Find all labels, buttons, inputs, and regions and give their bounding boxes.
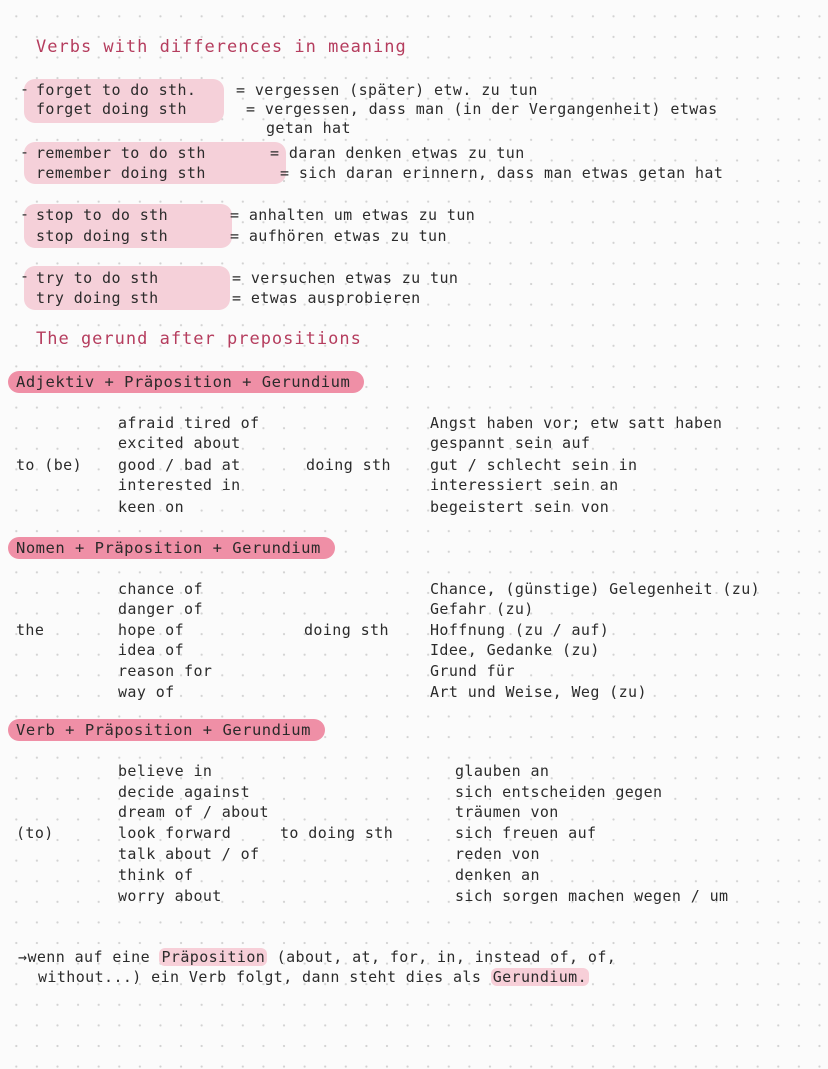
- forget-doing-translation-cont: getan hat: [266, 119, 351, 137]
- dash-bullet: -: [20, 143, 30, 161]
- verb-left-6: worry about: [118, 887, 222, 905]
- dash-bullet: -: [20, 80, 30, 98]
- noun-right-0: Chance, (günstige) Gelegenheit (zu): [430, 580, 761, 598]
- noun-right-2: Hoffnung (zu / auf): [430, 621, 610, 639]
- forget-doing-translation: = vergessen, dass man (in der Vergangenheit) etwas: [246, 100, 718, 118]
- remember-doing-translation: = sich daran erinnern, dass man etwas getan hat: [280, 164, 724, 182]
- stop-to-do-translation: = anhalten um etwas zu tun: [230, 206, 476, 224]
- stop-doing: stop doing sth: [36, 227, 169, 245]
- try-doing-translation: = etwas ausprobieren: [232, 289, 421, 307]
- adj-right-2: gut / schlecht sein in: [430, 456, 638, 474]
- try-to-do-translation: = versuchen etwas zu tun: [232, 269, 459, 287]
- adj-middle: doing sth: [306, 456, 391, 474]
- adj-left-4: keen on: [118, 498, 185, 516]
- verb-left-3: look forward: [118, 824, 232, 842]
- note-line-1: [18, 948, 616, 966]
- stop-to-do: stop to do sth: [36, 206, 169, 224]
- verb-prefix: (to): [16, 824, 54, 842]
- section-title-verbs: Verbs with differences in meaning: [36, 37, 407, 57]
- dash-bullet: -: [20, 267, 30, 285]
- verb-left-0: believe in: [118, 762, 213, 780]
- verb-left-5: think of: [118, 866, 194, 884]
- forget-doing: forget doing sth: [36, 100, 187, 118]
- note-highlight-praeposition: Präposition: [161, 948, 266, 966]
- adj-right-1: gespannt sein auf: [430, 434, 591, 452]
- verb-right-5: denken an: [455, 866, 540, 884]
- forget-to-do: forget to do sth.: [36, 81, 197, 99]
- noun-right-5: Art und Weise, Weg (zu): [430, 683, 647, 701]
- verb-right-3: sich freuen auf: [455, 824, 597, 842]
- noun-left-4: reason for: [118, 662, 213, 680]
- noun-right-4: Grund für: [430, 662, 515, 680]
- note-highlight-gerundium: Gerundium.: [492, 968, 587, 986]
- adj-prefix: to (be): [16, 456, 83, 474]
- note-text-a: wenn auf eine: [27, 948, 151, 966]
- noun-left-2: hope of: [118, 621, 185, 639]
- verb-right-4: reden von: [455, 845, 540, 863]
- adj-left-2: good / bad at: [118, 456, 241, 474]
- verb-right-1: sich entscheiden gegen: [455, 783, 663, 801]
- remember-doing: remember doing sth: [36, 164, 206, 182]
- verb-right-6: sich sorgen machen wegen / um: [455, 887, 729, 905]
- heading-verb: Verb + Präposition + Gerundium: [8, 719, 325, 741]
- noun-middle: doing sth: [304, 621, 389, 639]
- noun-right-3: Idee, Gedanke (zu): [430, 641, 600, 659]
- stop-doing-translation: = aufhören etwas zu tun: [230, 227, 447, 245]
- heading-adjektiv: Adjektiv + Präposition + Gerundium: [8, 371, 364, 393]
- verb-left-2: dream of / about: [118, 803, 269, 821]
- noun-prefix: the: [16, 621, 45, 639]
- forget-to-do-translation: = vergessen (später) etw. zu tun: [236, 81, 538, 99]
- dash-bullet: -: [20, 205, 30, 223]
- remember-to-do-translation: = daran denken etwas zu tun: [270, 144, 525, 162]
- verb-left-1: decide against: [118, 783, 251, 801]
- noun-left-5: way of: [118, 683, 175, 701]
- section-title-gerund: The gerund after prepositions: [36, 329, 362, 349]
- verb-right-2: träumen von: [455, 803, 559, 821]
- adj-left-1: excited about: [118, 434, 241, 452]
- note-line-2: [38, 968, 589, 986]
- noun-right-1: Gefahr (zu): [430, 600, 534, 618]
- note-text-c: (about, at, for, in, instead of, of,: [276, 948, 617, 966]
- try-to-do: try to do sth: [36, 269, 159, 287]
- verb-middle: to doing sth: [280, 824, 394, 842]
- arrow-icon: →: [18, 948, 28, 966]
- adj-right-0: Angst haben vor; etw satt haben: [430, 414, 723, 432]
- verb-left-4: talk about / of: [118, 845, 260, 863]
- noun-left-0: chance of: [118, 580, 203, 598]
- try-doing: try doing sth: [36, 289, 159, 307]
- adj-right-3: interessiert sein an: [430, 476, 619, 494]
- verb-right-0: glauben an: [455, 762, 550, 780]
- heading-nomen: Nomen + Präposition + Gerundium: [8, 537, 335, 559]
- adj-left-3: interested in: [118, 476, 241, 494]
- noun-left-1: danger of: [118, 600, 203, 618]
- note-text-d: without...) ein Verb folgt, dann steht dies als: [38, 968, 482, 986]
- remember-to-do: remember to do sth: [36, 144, 206, 162]
- adj-right-4: begeistert sein von: [430, 498, 610, 516]
- adj-left-0: afraid tired of: [118, 414, 260, 432]
- noun-left-3: idea of: [118, 641, 185, 659]
